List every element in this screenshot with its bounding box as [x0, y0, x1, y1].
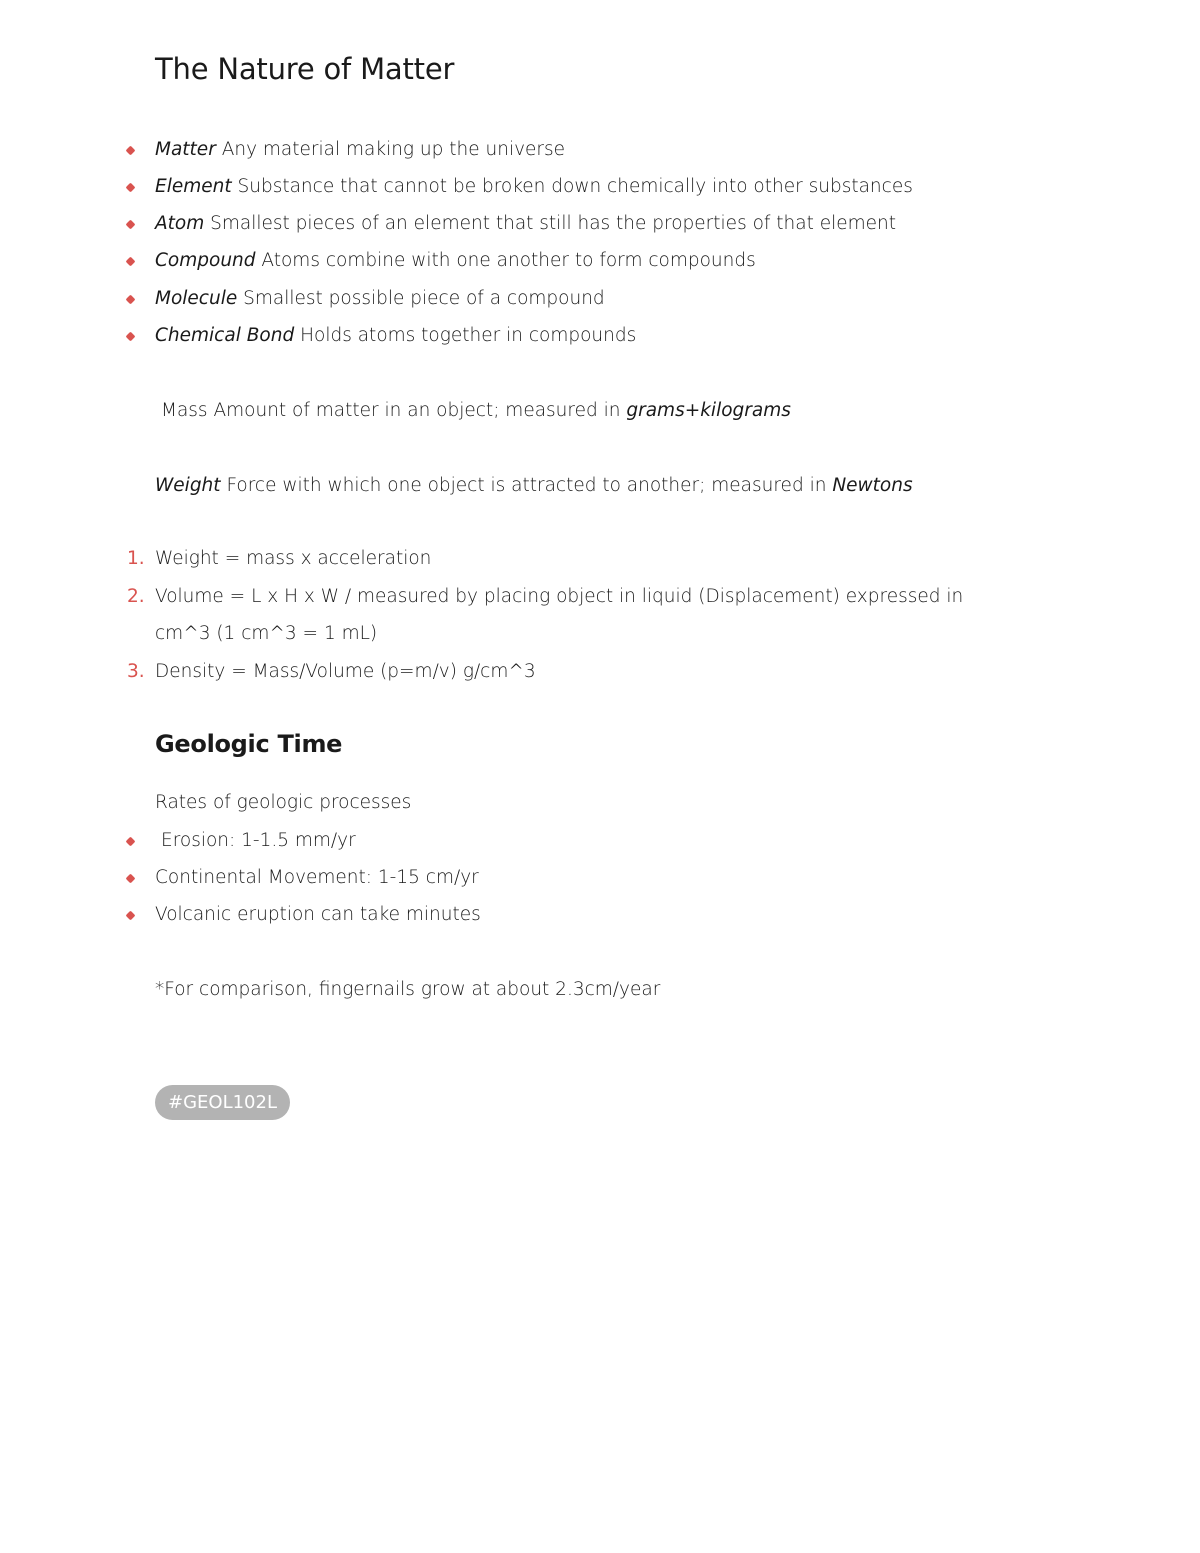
list-item: Continental Movement: 1-15 cm/yr — [155, 867, 479, 888]
definition-term: Molecule — [155, 288, 238, 309]
definition-item — [155, 138, 565, 162]
definition-term: Compound — [155, 250, 256, 271]
list-number: 3. — [127, 661, 145, 682]
bullet-icon — [126, 295, 136, 305]
definition-text: Atoms combine with one another to form compounds — [261, 250, 756, 271]
comparison-note: *For comparison, fingernails grow at about 2.3cm/year — [155, 979, 661, 1000]
section-heading: Geologic Time — [155, 730, 343, 758]
formula-item: Density = Mass/Volume (p=m/v) g/cm^3 — [155, 661, 536, 682]
mass-text: Amount of matter in an object; measured in — [213, 400, 621, 421]
definition-item — [155, 287, 605, 311]
page-title: The Nature of Matter — [155, 52, 455, 86]
formula-item-continued: cm^3 (1 cm^3 = 1 mL) — [155, 623, 378, 644]
definition-text: Any material making up the universe — [221, 139, 566, 160]
definition-item — [155, 212, 896, 236]
definition-item — [155, 324, 636, 348]
list-item: Volcanic eruption can take minutes — [155, 904, 481, 925]
list-number: 2. — [127, 586, 145, 607]
formula-item: Volume = L x H x W / measured by placing object in liquid (Displacement) expressed in — [155, 586, 964, 607]
section-intro: Rates of geologic processes — [155, 792, 412, 813]
bullet-icon — [126, 332, 136, 342]
definition-text: Substance that cannot be broken down chemically into other substances — [237, 176, 913, 197]
definition-term: Atom — [155, 213, 205, 234]
mass-units: grams+kilograms — [626, 400, 791, 421]
definition-text: Smallest possible piece of a compound — [243, 288, 605, 309]
list-number: 1. — [127, 548, 145, 569]
definition-item — [155, 175, 913, 199]
definition-text: Smallest pieces of an element that still has the properties of that element — [210, 213, 897, 234]
weight-term: Weight — [155, 475, 221, 496]
definition-term: Matter — [155, 139, 216, 160]
weight-text: Force with which one object is attracted to another; measured in — [226, 475, 827, 496]
definition-term: Element — [155, 176, 232, 197]
bullet-icon — [126, 146, 136, 156]
bullet-icon — [126, 183, 136, 193]
bullet-icon — [126, 911, 136, 921]
hashtag-badge[interactable]: #GEOL102L — [155, 1085, 290, 1120]
bullet-icon — [126, 837, 136, 847]
weight-units: Newtons — [832, 475, 913, 496]
definition-text: Holds atoms together in compounds — [300, 325, 637, 346]
definition-term: Chemical Bond — [155, 325, 295, 346]
mass-term: Mass — [161, 400, 208, 421]
weight-paragraph — [155, 474, 913, 498]
formula-item: Weight = mass x acceleration — [155, 548, 432, 569]
bullet-icon — [126, 220, 136, 230]
bullet-icon — [126, 874, 136, 884]
list-item: Erosion: 1-1.5 mm/yr — [161, 830, 356, 851]
definition-item — [155, 249, 756, 273]
bullet-icon — [126, 257, 136, 267]
mass-paragraph — [161, 399, 791, 423]
